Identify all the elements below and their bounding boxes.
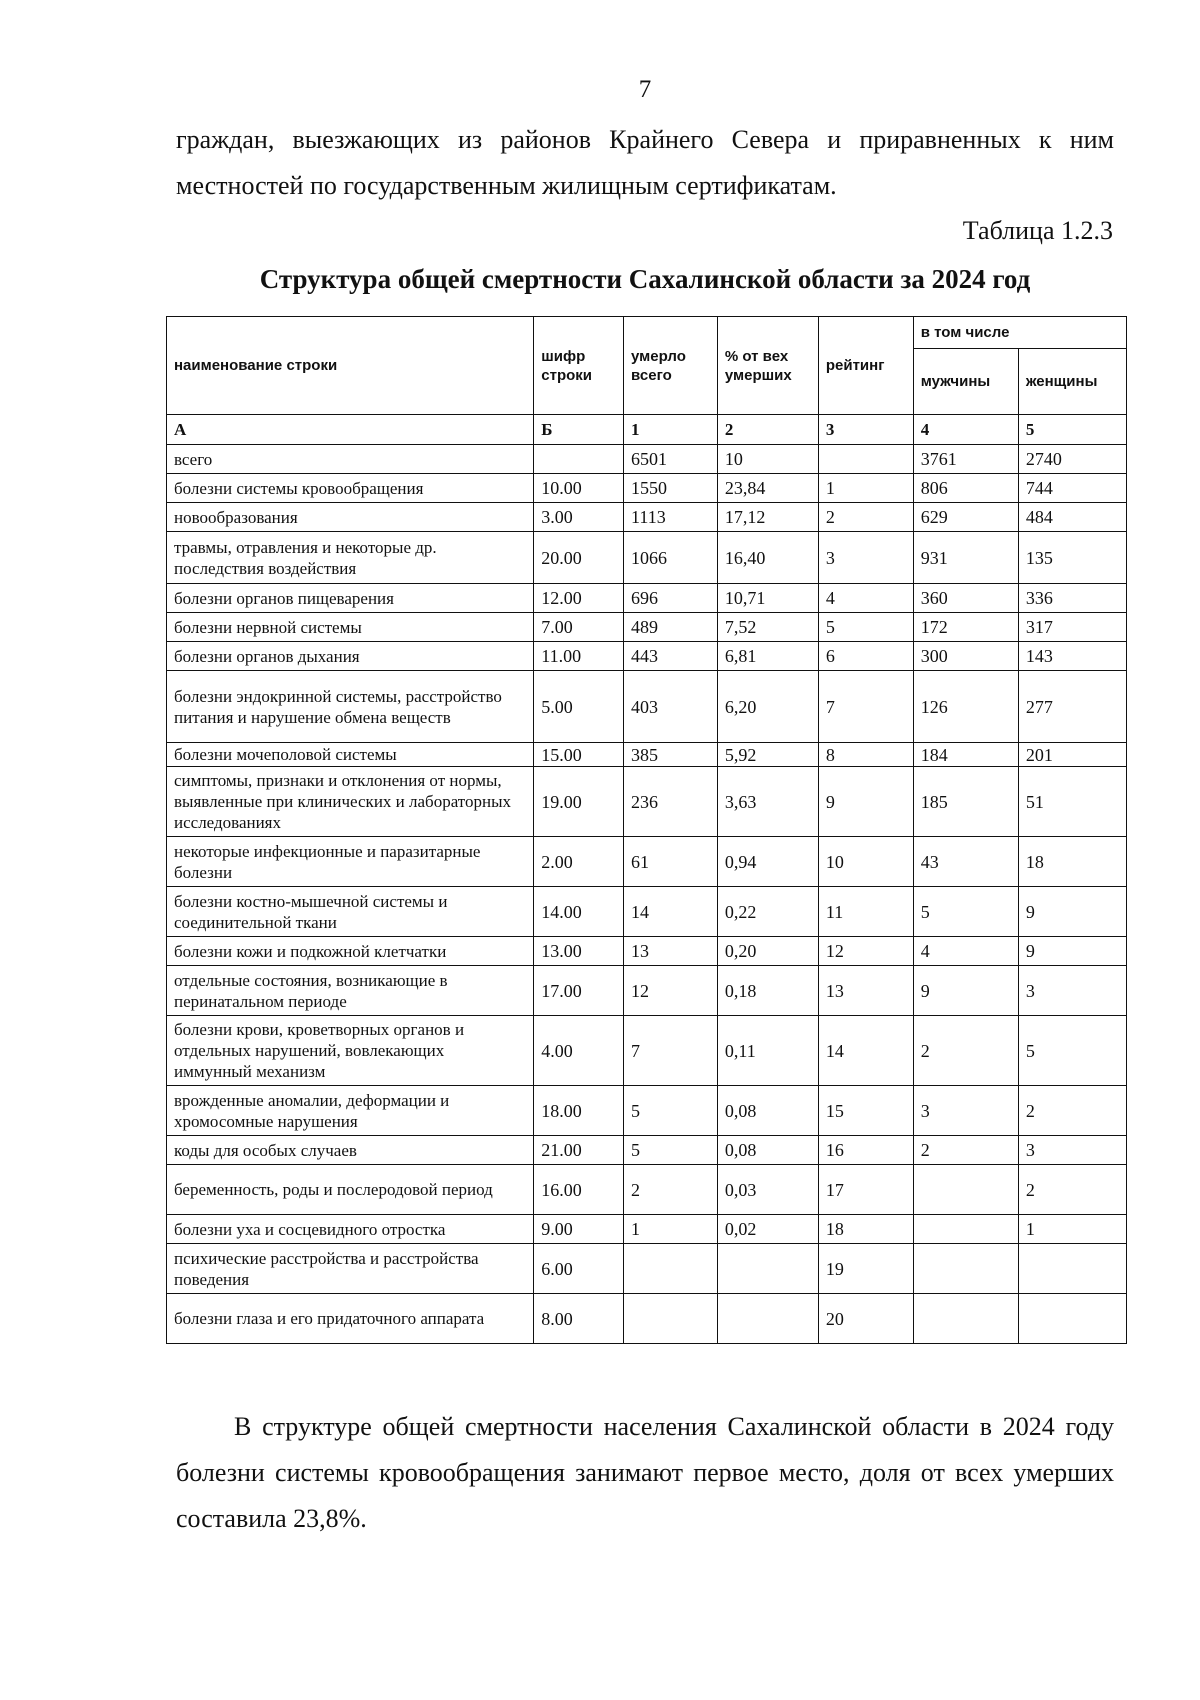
cell-women: 9 xyxy=(1018,887,1126,937)
cell-name: симптомы, признаки и отклонения от нормы, выявленные при клинических и лабораторных исследованиях xyxy=(167,767,534,837)
cell-rank: 3 xyxy=(818,532,913,584)
cell-code: 6.00 xyxy=(534,1244,624,1294)
cell-died: 403 xyxy=(624,671,718,743)
header-name: наименование строки xyxy=(167,317,534,415)
header-including: в том числе xyxy=(913,317,1126,349)
header-code: шифр строки xyxy=(534,317,624,415)
cell-code: 2.00 xyxy=(534,837,624,887)
cell-women xyxy=(1018,1244,1126,1294)
cell-name: психические расстройства и расстройства поведения xyxy=(167,1244,534,1294)
cell-rank: 4 xyxy=(818,584,913,613)
table-row xyxy=(167,767,1127,837)
table-row xyxy=(167,1016,1127,1086)
cell-died: 1113 xyxy=(624,503,718,532)
cell-percent: 5,92 xyxy=(717,743,818,767)
table-row xyxy=(167,1165,1127,1215)
cell-men: 9 xyxy=(913,966,1018,1016)
cell-name: болезни нервной системы xyxy=(167,613,534,642)
cell-died: 443 xyxy=(624,642,718,671)
cell-code: 5.00 xyxy=(534,671,624,743)
cell-men xyxy=(913,1215,1018,1244)
cell-name: отдельные состояния, возникающие в перинатальном периоде xyxy=(167,966,534,1016)
cell-name: болезни системы кровообращения xyxy=(167,474,534,503)
cell-code xyxy=(534,445,624,474)
cell-men: 3761 xyxy=(913,445,1018,474)
cell-percent: 0,20 xyxy=(717,937,818,966)
cell-name: беременность, роды и послеродовой период xyxy=(167,1165,534,1215)
cell-women: 1 xyxy=(1018,1215,1126,1244)
cell-men: 185 xyxy=(913,767,1018,837)
cell-code: 19.00 xyxy=(534,767,624,837)
cell-percent: 0,18 xyxy=(717,966,818,1016)
cell-women: 5 xyxy=(1018,1016,1126,1086)
cell-died: 61 xyxy=(624,837,718,887)
table-row xyxy=(167,887,1127,937)
cell-men xyxy=(913,1165,1018,1215)
table-row xyxy=(167,937,1127,966)
cell-men: 806 xyxy=(913,474,1018,503)
cell-percent: 3,63 xyxy=(717,767,818,837)
cell-died: 236 xyxy=(624,767,718,837)
cell-rank: 19 xyxy=(818,1244,913,1294)
cell-code: 10.00 xyxy=(534,474,624,503)
table-label: Таблица 1.2.3 xyxy=(962,216,1113,245)
cell-women: 143 xyxy=(1018,642,1126,671)
intro-paragraph: граждан, выезжающих из районов Крайнего Севера и приравненных к ним местностей по государственным жилищным сертификатам. xyxy=(176,125,1114,200)
cell-name: новообразования xyxy=(167,503,534,532)
cell-men: 5 xyxy=(913,887,1018,937)
cell-died: 696 xyxy=(624,584,718,613)
cell-women: 317 xyxy=(1018,613,1126,642)
cell-code: 4.00 xyxy=(534,1016,624,1086)
cell-died: 1066 xyxy=(624,532,718,584)
cell-code: 7.00 xyxy=(534,613,624,642)
cell-percent: 0,02 xyxy=(717,1215,818,1244)
cell-code: 13.00 xyxy=(534,937,624,966)
table-row xyxy=(167,1136,1127,1165)
cell-rank: 2 xyxy=(818,503,913,532)
page-number: 7 xyxy=(638,76,652,103)
cell-percent: 10 xyxy=(717,445,818,474)
cell-men: 184 xyxy=(913,743,1018,767)
cell-percent: 0,94 xyxy=(717,837,818,887)
cell-rank: 8 xyxy=(818,743,913,767)
cell-women: 336 xyxy=(1018,584,1126,613)
header-women: женщины xyxy=(1018,349,1126,415)
column-letter: А xyxy=(167,415,534,445)
table-row xyxy=(167,671,1127,743)
cell-name: всего xyxy=(167,445,534,474)
cell-percent: 0,22 xyxy=(717,887,818,937)
column-letter: 3 xyxy=(818,415,913,445)
cell-rank xyxy=(818,445,913,474)
cell-name: болезни мочеполовой системы xyxy=(167,743,534,767)
cell-died: 6501 xyxy=(624,445,718,474)
cell-name: врожденные аномалии, деформации и хромосомные нарушения xyxy=(167,1086,534,1136)
cell-percent: 0,08 xyxy=(717,1136,818,1165)
cell-women: 201 xyxy=(1018,743,1126,767)
cell-name: болезни эндокринной системы, расстройство питания и нарушение обмена веществ xyxy=(167,671,534,743)
cell-rank: 16 xyxy=(818,1136,913,1165)
cell-name: коды для особых случаев xyxy=(167,1136,534,1165)
cell-men xyxy=(913,1294,1018,1344)
column-letter: 1 xyxy=(624,415,718,445)
cell-percent: 0,11 xyxy=(717,1016,818,1086)
cell-women: 744 xyxy=(1018,474,1126,503)
cell-died: 385 xyxy=(624,743,718,767)
cell-men: 3 xyxy=(913,1086,1018,1136)
cell-percent: 17,12 xyxy=(717,503,818,532)
cell-women: 3 xyxy=(1018,966,1126,1016)
table-row xyxy=(167,1244,1127,1294)
header-men: мужчины xyxy=(913,349,1018,415)
cell-name: болезни кожи и подкожной клетчатки xyxy=(167,937,534,966)
cell-men: 360 xyxy=(913,584,1018,613)
column-letters-row xyxy=(167,415,1127,445)
cell-men: 629 xyxy=(913,503,1018,532)
table-row xyxy=(167,584,1127,613)
cell-women: 51 xyxy=(1018,767,1126,837)
table-title: Структура общей смертности Сахалинской области за 2024 год xyxy=(259,264,1031,294)
cell-died: 2 xyxy=(624,1165,718,1215)
cell-women: 2 xyxy=(1018,1086,1126,1136)
cell-women: 135 xyxy=(1018,532,1126,584)
cell-code: 8.00 xyxy=(534,1294,624,1344)
table-row xyxy=(167,613,1127,642)
cell-died: 14 xyxy=(624,887,718,937)
table-row xyxy=(167,532,1127,584)
cell-rank: 17 xyxy=(818,1165,913,1215)
cell-rank: 5 xyxy=(818,613,913,642)
cell-name: болезни глаза и его придаточного аппарата xyxy=(167,1294,534,1344)
table-row xyxy=(167,743,1127,767)
cell-men: 4 xyxy=(913,937,1018,966)
column-letter: 4 xyxy=(913,415,1018,445)
column-letter: 5 xyxy=(1018,415,1126,445)
cell-rank: 1 xyxy=(818,474,913,503)
cell-men: 2 xyxy=(913,1016,1018,1086)
cell-rank: 6 xyxy=(818,642,913,671)
cell-rank: 7 xyxy=(818,671,913,743)
cell-women: 484 xyxy=(1018,503,1126,532)
cell-code: 11.00 xyxy=(534,642,624,671)
cell-men: 172 xyxy=(913,613,1018,642)
header-rank: рейтинг xyxy=(818,317,913,415)
cell-code: 15.00 xyxy=(534,743,624,767)
cell-men: 126 xyxy=(913,671,1018,743)
cell-code: 14.00 xyxy=(534,887,624,937)
cell-men: 2 xyxy=(913,1136,1018,1165)
cell-percent xyxy=(717,1294,818,1344)
header-percent: % от вех умерших xyxy=(717,317,818,415)
cell-name: болезни крови, кроветворных органов и отдельных нарушений, вовлекающих иммунный механизм xyxy=(167,1016,534,1086)
table-row xyxy=(167,1294,1127,1344)
cell-men: 43 xyxy=(913,837,1018,887)
table-row xyxy=(167,503,1127,532)
mortality-table xyxy=(166,316,1127,1344)
table-row xyxy=(167,642,1127,671)
cell-rank: 20 xyxy=(818,1294,913,1344)
cell-rank: 11 xyxy=(818,887,913,937)
cell-women: 2 xyxy=(1018,1165,1126,1215)
table-row xyxy=(167,474,1127,503)
cell-percent xyxy=(717,1244,818,1294)
cell-men: 931 xyxy=(913,532,1018,584)
cell-percent: 10,71 xyxy=(717,584,818,613)
cell-name: болезни органов дыхания xyxy=(167,642,534,671)
table-row xyxy=(167,445,1127,474)
cell-rank: 9 xyxy=(818,767,913,837)
cell-percent: 16,40 xyxy=(717,532,818,584)
table-row xyxy=(167,837,1127,887)
cell-died: 13 xyxy=(624,937,718,966)
cell-rank: 14 xyxy=(818,1016,913,1086)
cell-name: травмы, отравления и некоторые др. последствия воздействия xyxy=(167,532,534,584)
cell-women: 2740 xyxy=(1018,445,1126,474)
table-row xyxy=(167,1215,1127,1244)
cell-died xyxy=(624,1294,718,1344)
cell-code: 17.00 xyxy=(534,966,624,1016)
cell-rank: 15 xyxy=(818,1086,913,1136)
cell-code: 3.00 xyxy=(534,503,624,532)
cell-men: 300 xyxy=(913,642,1018,671)
conclusion-paragraph: В структуре общей смертности населения Сахалинской области в 2024 году болезни системы кровообращения занимают первое место, доля от всех умерших составила 23,8%. xyxy=(176,1412,1114,1533)
cell-code: 16.00 xyxy=(534,1165,624,1215)
cell-died xyxy=(624,1244,718,1294)
cell-code: 18.00 xyxy=(534,1086,624,1136)
cell-percent: 0,03 xyxy=(717,1165,818,1215)
column-letter: 2 xyxy=(717,415,818,445)
cell-rank: 13 xyxy=(818,966,913,1016)
cell-rank: 12 xyxy=(818,937,913,966)
table-row xyxy=(167,1086,1127,1136)
cell-percent: 6,81 xyxy=(717,642,818,671)
column-letter: Б xyxy=(534,415,624,445)
cell-women xyxy=(1018,1294,1126,1344)
cell-women: 3 xyxy=(1018,1136,1126,1165)
cell-code: 9.00 xyxy=(534,1215,624,1244)
cell-women: 277 xyxy=(1018,671,1126,743)
table-row xyxy=(167,966,1127,1016)
cell-died: 489 xyxy=(624,613,718,642)
cell-name: болезни уха и сосцевидного отростка xyxy=(167,1215,534,1244)
cell-name: болезни органов пищеварения xyxy=(167,584,534,613)
cell-died: 1550 xyxy=(624,474,718,503)
cell-name: некоторые инфекционные и паразитарные болезни xyxy=(167,837,534,887)
cell-rank: 18 xyxy=(818,1215,913,1244)
cell-women: 18 xyxy=(1018,837,1126,887)
cell-code: 21.00 xyxy=(534,1136,624,1165)
cell-died: 12 xyxy=(624,966,718,1016)
cell-code: 12.00 xyxy=(534,584,624,613)
cell-died: 5 xyxy=(624,1136,718,1165)
cell-died: 5 xyxy=(624,1086,718,1136)
cell-died: 7 xyxy=(624,1016,718,1086)
cell-women: 9 xyxy=(1018,937,1126,966)
cell-percent: 7,52 xyxy=(717,613,818,642)
cell-percent: 23,84 xyxy=(717,474,818,503)
cell-percent: 0,08 xyxy=(717,1086,818,1136)
cell-men xyxy=(913,1244,1018,1294)
cell-rank: 10 xyxy=(818,837,913,887)
cell-code: 20.00 xyxy=(534,532,624,584)
header-died: умерло всего xyxy=(624,317,718,415)
cell-percent: 6,20 xyxy=(717,671,818,743)
cell-died: 1 xyxy=(624,1215,718,1244)
cell-name: болезни костно-мышечной системы и соединительной ткани xyxy=(167,887,534,937)
